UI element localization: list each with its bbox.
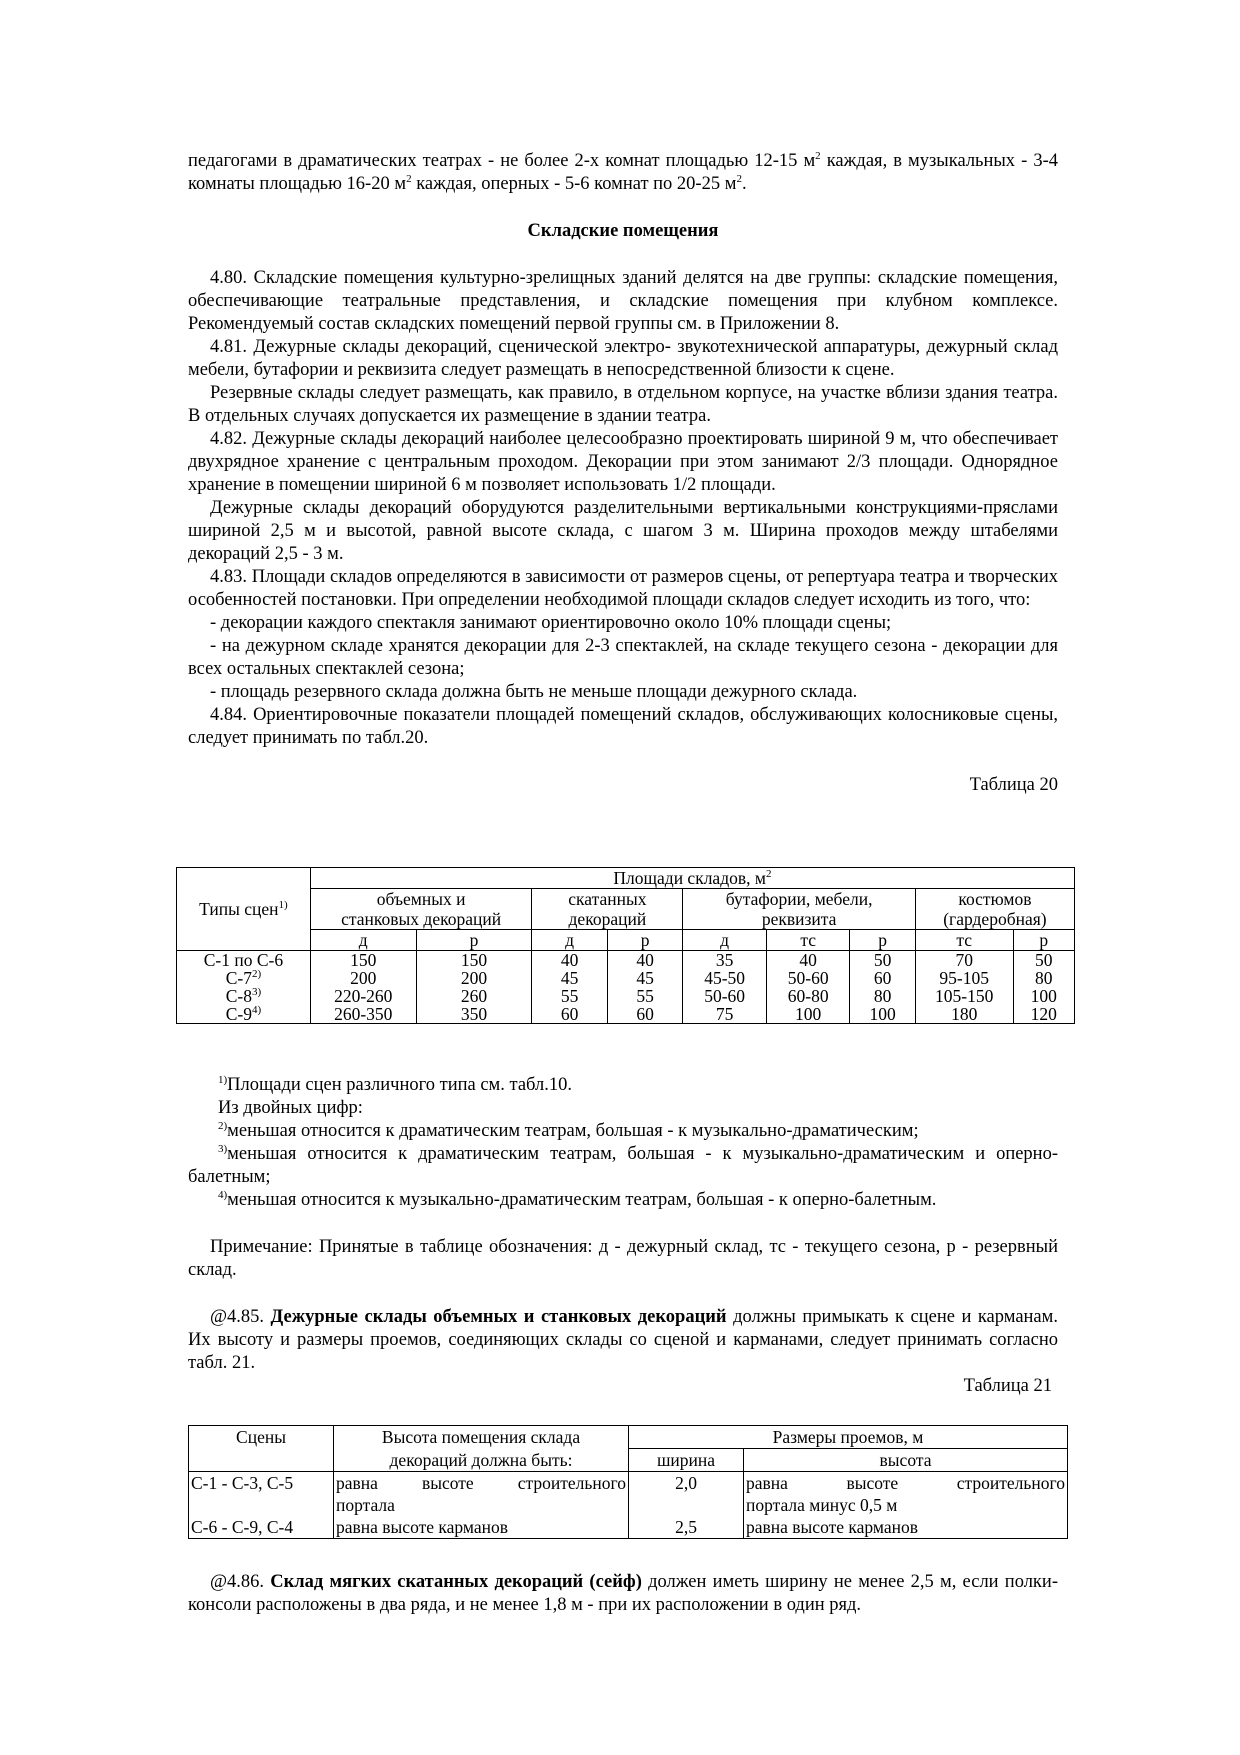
height-cell: равна высоте строительного портала bbox=[334, 1472, 629, 1517]
cell: 55 bbox=[607, 987, 683, 1005]
cell: 260-350 bbox=[310, 1005, 416, 1024]
row-type: С-9$^{4)}$ bbox=[177, 1005, 311, 1024]
paragraph-4-82: 4.82. Дежурные склады декораций наиболее целесообразно проектировать шириной 9 м, что обеспечивает двухрядное хранение с центральным проходом. Декорации при этом занимают 2/3 площади. Однорядное хранение в помещении шириной 6 м позволяет использовать 1/2 площади. bbox=[188, 429, 1058, 495]
table-note: Примечание: Принятые в таблице обозначения: д - дежурный склад, тс - текущего сезона, р - резервный склад. bbox=[188, 1237, 1058, 1280]
col-header-height: Высота помещения склада bbox=[334, 1426, 629, 1449]
scenes-cell: С-1 - С-3, С-5 bbox=[189, 1472, 334, 1517]
col-header-types: Типы сцен$^{1)}$ bbox=[177, 868, 311, 951]
width-cell: 2,0 bbox=[629, 1472, 744, 1517]
sub-header: р bbox=[416, 930, 532, 951]
sub-header: тс bbox=[766, 930, 850, 951]
paragraph-4-84: 4.84. Ориентировочные показатели площадей помещений складов, обслуживающих колосниковые сцены, следует принимать по табл.20. bbox=[188, 705, 1058, 748]
group-header-areas: Площади складов, $м^2$ bbox=[310, 868, 1074, 889]
row-type: С-7$^{2)}$ bbox=[177, 969, 311, 987]
note-3: $^{3)}$меньшая относится к драматическим театрам, большая - к музыкально-драматическим и оперно-балетным; bbox=[188, 1142, 1058, 1187]
intro-paragraph: педагогами в драматических театрах - не более 2-х комнат площадью 12-15 $м^2$ каждая, в музыкальных - 3-4 комнаты площадью 16-20 $м^2$ каждая, оперных - 5-6 комнат по 20-25 $м^2$. bbox=[188, 149, 1058, 194]
cell: 100 bbox=[1013, 987, 1074, 1005]
cell: 180 bbox=[915, 1005, 1013, 1024]
col-header-height-line2: декораций должна быть: bbox=[334, 1449, 629, 1472]
cell: 100 bbox=[766, 1005, 850, 1024]
cell: 35 bbox=[683, 951, 767, 970]
cell: 40 bbox=[607, 951, 683, 970]
paragraph-4-82-partitions: Дежурные склады декораций оборудуются разделительными вертикальными конструкциями-пряслами шириной 2,5 м и высотой, равной высоте склада, с шагом 3 м. Ширина проходов между штабелями декораций 2,5 - 3 м. bbox=[188, 498, 1058, 564]
cell: 40 bbox=[532, 951, 608, 970]
group-volumetric: объемных и станковых декораций bbox=[310, 889, 531, 930]
table-row bbox=[189, 1472, 1068, 1517]
sub-header: д bbox=[532, 930, 608, 951]
cell: 150 bbox=[416, 951, 532, 970]
cell: 100 bbox=[850, 1005, 915, 1024]
cell: 150 bbox=[310, 951, 416, 970]
table-row bbox=[177, 987, 1075, 1005]
height-cell: равна высоте карманов bbox=[334, 1516, 629, 1539]
cell: 45-50 bbox=[683, 969, 767, 987]
section-heading: Складские помещения bbox=[527, 221, 719, 241]
cell: 260 bbox=[416, 987, 532, 1005]
sub-header: тс bbox=[915, 930, 1013, 951]
table-row bbox=[177, 951, 1075, 970]
paragraph-4-81: 4.81. Дежурные склады декораций, сценической электро- звукотехнической аппаратуры, дежурный склад мебели, бутафории и реквизита следует размещать в непосредственной близости к сцене. bbox=[188, 337, 1058, 380]
cell: 55 bbox=[532, 987, 608, 1005]
cell: 350 bbox=[416, 1005, 532, 1024]
table-row bbox=[177, 969, 1075, 987]
cell: 120 bbox=[1013, 1005, 1074, 1024]
col-header-scenes: Сцены bbox=[189, 1426, 334, 1449]
note-1: $^{1)}$Площади сцен различного типа см. табл.10. bbox=[218, 1073, 572, 1095]
cell: 60 bbox=[850, 969, 915, 987]
sub-header: д bbox=[310, 930, 416, 951]
width-cell: 2,5 bbox=[629, 1516, 744, 1539]
row-type: С-8$^{3)}$ bbox=[177, 987, 311, 1005]
cell: 50-60 bbox=[683, 987, 767, 1005]
cell: 50-60 bbox=[766, 969, 850, 987]
cell: 40 bbox=[766, 951, 850, 970]
scenes-cell: С-6 - С-9, С-4 bbox=[189, 1516, 334, 1539]
paragraph-4-83: 4.83. Площади складов определяются в зависимости от размеров сцены, от репертуара театра и творческих особенностей постановки. При определении необходимой площади складов следует исходить из того, что: bbox=[188, 567, 1058, 610]
cell: 95-105 bbox=[915, 969, 1013, 987]
group-props: бутафории, мебели, реквизита bbox=[683, 889, 916, 930]
bullet-2: - на дежурном складе хранятся декорации для 2-3 спектаклей, на складе текущего сезона - декорации для всех остальных спектаклей сезона; bbox=[188, 636, 1058, 679]
opening-height-cell: равна высоте карманов bbox=[744, 1516, 1068, 1539]
cell: 60 bbox=[532, 1005, 608, 1024]
table-20 bbox=[176, 867, 1075, 1024]
cell: 45 bbox=[607, 969, 683, 987]
cell: 60 bbox=[607, 1005, 683, 1024]
table-21 bbox=[188, 1425, 1068, 1539]
closing-section bbox=[188, 1571, 1058, 1617]
cell: 200 bbox=[310, 969, 416, 987]
paragraph-4-86: @4.86. Склад мягких скатанных декораций (сейф) должен иметь ширину не менее 2,5 м, если полки-консоли расположены в два ряда, и не менее 1,8 м - при их расположении в один ряд. bbox=[188, 1572, 1058, 1615]
table-20-caption: Таблица 20 bbox=[969, 775, 1058, 795]
cell: 45 bbox=[532, 969, 608, 987]
cell: 60-80 bbox=[766, 987, 850, 1005]
col-header-opening-height: высота bbox=[744, 1449, 1068, 1472]
paragraph-4-81-reserve: Резервные склады следует размещать, как правило, в отдельном корпусе, на участке вблизи здания театра. В отдельных случаях допускается их размещение в здании театра. bbox=[188, 383, 1058, 426]
table-20-notes bbox=[188, 1074, 1058, 1398]
row-type: С-1 по С-6 bbox=[177, 951, 311, 970]
cell: 80 bbox=[1013, 969, 1074, 987]
group-costumes: костюмов (гардеробная) bbox=[915, 889, 1074, 930]
header-spacer bbox=[189, 1449, 334, 1472]
table-row bbox=[177, 1005, 1075, 1024]
cell: 200 bbox=[416, 969, 532, 987]
sub-header: р bbox=[607, 930, 683, 951]
cell: 75 bbox=[683, 1005, 767, 1024]
col-header-width: ширина bbox=[629, 1449, 744, 1472]
group-header-openings: Размеры проемов, м bbox=[629, 1426, 1068, 1449]
note-double: Из двойных цифр: bbox=[218, 1098, 363, 1118]
cell: 105-150 bbox=[915, 987, 1013, 1005]
cell: 50 bbox=[1013, 951, 1074, 970]
sub-header: д bbox=[683, 930, 767, 951]
document-page bbox=[188, 150, 1058, 797]
bullet-3: - площадь резервного склада должна быть не меньше площади дежурного склада. bbox=[210, 682, 858, 702]
group-rolled: скатанных декораций bbox=[532, 889, 683, 930]
cell: 50 bbox=[850, 951, 915, 970]
table-row bbox=[189, 1516, 1068, 1539]
opening-height-cell: равна высоте строительного портала минус 0,5 м bbox=[744, 1472, 1068, 1517]
paragraph-4-80: 4.80. Складские помещения культурно-зрелищных зданий делятся на две группы: складские помещения, обеспечивающие театральные представления, и складские помещения при клубном комплексе. Рекомендуемый состав складских помещений первой группы см. в Приложении 8. bbox=[188, 268, 1058, 334]
note-2: $^{2)}$меньшая относится к драматическим театрам, большая - к музыкально-драматическим; bbox=[218, 1119, 919, 1141]
sub-header: р bbox=[1013, 930, 1074, 951]
paragraph-4-85: @4.85. Дежурные склады объемных и станковых декораций должны примыкать к сцене и карманам. Их высоту и размеры проемов, соединяющих склады со сценой и карманами, следует принимать согласно табл. 21. bbox=[188, 1307, 1058, 1373]
cell: 220-260 bbox=[310, 987, 416, 1005]
bullet-1: - декорации каждого спектакля занимают ориентировочно около 10% площади сцены; bbox=[210, 613, 892, 633]
sub-header: р bbox=[850, 930, 915, 951]
table-21-caption: Таблица 21 bbox=[963, 1376, 1052, 1396]
cell: 80 bbox=[850, 987, 915, 1005]
cell: 70 bbox=[915, 951, 1013, 970]
note-4: $^{4)}$меньшая относится к музыкально-драматическим театрам, большая - к оперно-балетным. bbox=[218, 1188, 937, 1210]
